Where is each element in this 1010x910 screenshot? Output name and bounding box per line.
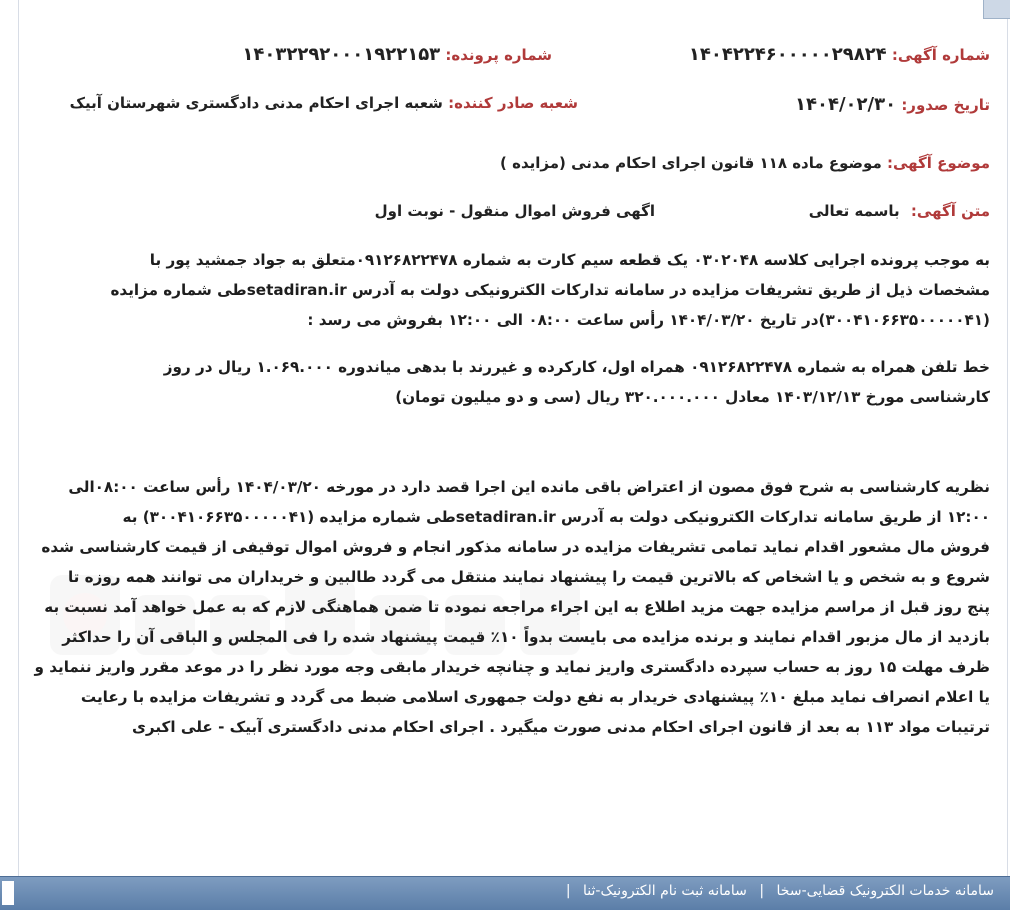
text-label-row [809,202,990,220]
paragraph-line: ۱۲:۰۰ از طریق سامانه تدارکات الکترونیکی دولت به آدرس setadiran.irطی شماره مزایده (۳۰۰۴۱۰۶۶۳۵۰۰۰۰۰۴۱) به [122,508,990,526]
paragraph-line: بازدید از مال مزبور اقدام نمایند و برنده مزایده می بایست بدواً ۱۰٪ قیمت پیشنهاد شده را فی المجلس و الباقی آن را حداکثر [62,628,990,646]
footer-links [558,883,994,899]
paragraph-line: ظرف مهلت ۱۵ روز به حساب سپرده دادگستری واریز نماید و چنانچه خریدار مابقی وجه مورد نظر را در موعد مقرر واریز ننماید و [34,658,990,676]
footer-link-sakha[interactable]: سامانه خدمات الکترونیک قضایی-سخا [776,883,994,899]
paragraph-line: خط تلفن همراه به شماره ۰۹۱۲۶۸۲۲۴۷۸ همراه اول، کارکرده و غیررند با بدهی میاندوره ۱.۰۶۹.۰۰۰ ریال در روز [163,358,990,376]
file-number: ۱۴۰۳۲۲۹۲۰۰۰۱۹۲۲۱۵۳ [242,44,441,65]
paragraph-1 [18,245,990,335]
subject: موضوع ماده ۱۱۸ قانون اجرای احکام مدنی (مزایده ) [500,154,882,172]
file-number-row [242,44,552,65]
paragraph-2 [18,352,990,412]
subject-label: موضوع آگهی: [886,154,990,172]
issue-date-row [795,94,990,115]
paragraph-line: مشخصات ذیل از طریق تشریفات مزایده در سامانه تدارکات الکترونیکی دولت به آدرس setadiran.irطی شماره مزایده [110,281,990,299]
paragraph-line: شروع و به شخص و یا اشخاص که بالاترین قیمت را پیشنهاد نمایند منتقل می گردد طالبین و خریداران می توانند همه روزه تا [67,568,990,586]
paragraph-line: ترتیبات مواد ۱۱۳ به بعد از قانون اجرای احکام مدنی صورت میگیرد . اجرای احکام مدنی دادگستری آبیک - علی اکبری [131,718,990,736]
paragraph-line: به موجب پرونده اجرایی کلاسه ۰۳۰۲۰۴۸ یک قطعه سیم کارت به شماره ۰۹۱۲۶۸۲۲۴۷۸متعلق به جواد جمشید پور با [149,251,990,269]
notice-title: اگهی فروش اموال منقول - نوبت اول [374,202,655,220]
subject-row [500,154,990,172]
issue-date: ۱۴۰۴/۰۲/۳۰ [795,94,897,115]
notice-number: ۱۴۰۴۲۲۴۶۰۰۰۰۰۲۹۸۲۴ [688,44,887,65]
footer-bar [0,876,1010,910]
footer-separator: | [759,883,765,899]
scrollbar-stub[interactable] [2,881,14,905]
greeting: باسمه تعالی [808,202,900,220]
paragraph-line: فروش مال مشعور اقدام نماید تمامی تشریفات مزایده در سامانه مذکور انجام و فروش اموال توقیفی از قیمت کارشناسی شده [41,538,990,556]
issuer-label: شعبه صادر کننده: [448,94,578,112]
notice-number-row [689,44,990,65]
paragraph-line: پنج روز قبل از مراسم مزایده جهت مزید اطلاع به این اجراء مراجعه نموده تا ضمن هماهنگی لازم که به عمل خواهد آمد نسبت به [44,598,990,616]
issuer: شعبه اجرای احکام مدنی دادگستری شهرستان آبیک [69,94,443,112]
paragraph-line: کارشناسی مورخ ۱۴۰۳/۱۲/۱۳ معادل ۳۲۰.۰۰۰.۰۰۰ ریال (سی و دو میلیون تومان) [395,388,990,406]
paragraph-3 [18,472,990,742]
file-number-label: شماره پرونده: [445,46,552,64]
footer-separator: | [565,883,571,899]
notice-number-label: شماره آگهی: [891,46,990,64]
issue-date-label: تاریخ صدور: [901,96,990,114]
text-label: متن آگهی: [910,202,990,220]
paragraph-line: (۳۰۰۴۱۰۶۶۳۵۰۰۰۰۰۴۱)در تاریخ ۱۴۰۴/۰۳/۲۰ رأس ساعت ۰۸:۰۰ الی ۱۲:۰۰ بفروش می رسد : [307,311,990,329]
issuer-row [70,94,578,112]
paragraph-line: نظریه کارشناسی به شرح فوق مصون از اعتراض باقی مانده این اجرا قصد دارد در مورخه ۱۴۰۴/۰۳/۲۰ رأس ساعت ۰۸:۰۰الی [68,478,990,496]
footer-link-sana[interactable]: سامانه ثبت نام الکترونیک-ثنا [583,883,747,899]
paragraph-line: یا اعلام انصراف نماید مبلغ ۱۰٪ پیشنهادی خریدار به نفع دولت جمهوری اسلامی ضبط می گردد و تشریفات مزایده با رعایت [80,688,990,706]
